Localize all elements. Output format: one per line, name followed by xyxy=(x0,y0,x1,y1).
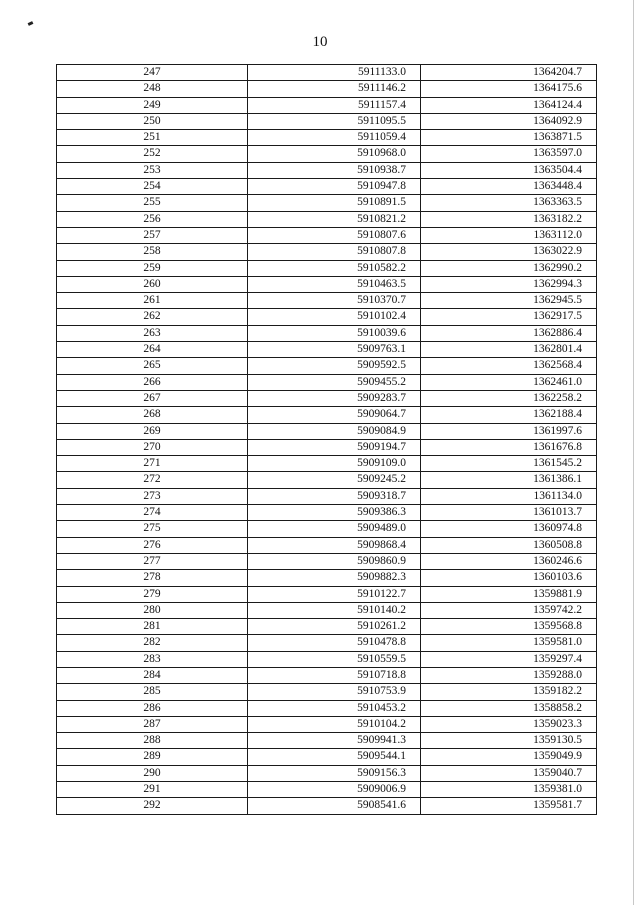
x-coordinate-cell: 5910039.6 xyxy=(248,325,421,341)
x-coordinate-cell: 5911157.4 xyxy=(248,97,421,113)
x-coordinate-cell: 5909109.0 xyxy=(248,456,421,472)
y-coordinate-cell: 1359581.0 xyxy=(421,635,597,651)
x-coordinate-cell: 5910753.9 xyxy=(248,684,421,700)
point-number-cell: 292 xyxy=(57,798,248,814)
x-coordinate-cell: 5910582.2 xyxy=(248,260,421,276)
point-number-cell: 285 xyxy=(57,684,248,700)
y-coordinate-cell: 1364092.9 xyxy=(421,113,597,129)
table-row xyxy=(57,521,597,537)
x-coordinate-cell: 5910821.2 xyxy=(248,211,421,227)
y-coordinate-cell: 1362568.4 xyxy=(421,358,597,374)
table-row xyxy=(57,325,597,341)
x-coordinate-cell: 5909868.4 xyxy=(248,537,421,553)
table-row xyxy=(57,390,597,406)
table-row xyxy=(57,81,597,97)
point-number-cell: 260 xyxy=(57,276,248,292)
x-coordinate-cell: 5909763.1 xyxy=(248,342,421,358)
point-number-cell: 270 xyxy=(57,439,248,455)
x-coordinate-cell: 5910938.7 xyxy=(248,162,421,178)
scan-mark xyxy=(28,21,34,26)
point-number-cell: 264 xyxy=(57,342,248,358)
y-coordinate-cell: 1359742.2 xyxy=(421,602,597,618)
table-row xyxy=(57,619,597,635)
y-coordinate-cell: 1363448.4 xyxy=(421,179,597,195)
point-number-cell: 249 xyxy=(57,97,248,113)
table-row xyxy=(57,456,597,472)
point-number-cell: 258 xyxy=(57,244,248,260)
table-row xyxy=(57,472,597,488)
table-row xyxy=(57,423,597,439)
point-number-cell: 263 xyxy=(57,325,248,341)
table-row xyxy=(57,733,597,749)
table-row xyxy=(57,130,597,146)
y-coordinate-cell: 1359130.5 xyxy=(421,733,597,749)
table-row xyxy=(57,439,597,455)
x-coordinate-cell: 5909592.5 xyxy=(248,358,421,374)
point-number-cell: 284 xyxy=(57,667,248,683)
x-coordinate-cell: 5909283.7 xyxy=(248,390,421,406)
x-coordinate-cell: 5909064.7 xyxy=(248,407,421,423)
x-coordinate-cell: 5909941.3 xyxy=(248,733,421,749)
table-row xyxy=(57,586,597,602)
table-row xyxy=(57,309,597,325)
x-coordinate-cell: 5911059.4 xyxy=(248,130,421,146)
x-coordinate-cell: 5908541.6 xyxy=(248,798,421,814)
point-number-cell: 266 xyxy=(57,374,248,390)
y-coordinate-cell: 1362994.3 xyxy=(421,276,597,292)
y-coordinate-cell: 1364124.4 xyxy=(421,97,597,113)
table-row xyxy=(57,651,597,667)
table-row xyxy=(57,602,597,618)
coordinates-table xyxy=(56,64,597,815)
point-number-cell: 272 xyxy=(57,472,248,488)
point-number-cell: 251 xyxy=(57,130,248,146)
y-coordinate-cell: 1362188.4 xyxy=(421,407,597,423)
y-coordinate-cell: 1362917.5 xyxy=(421,309,597,325)
table-row xyxy=(57,342,597,358)
point-number-cell: 256 xyxy=(57,211,248,227)
x-coordinate-cell: 5909455.2 xyxy=(248,374,421,390)
point-number-cell: 268 xyxy=(57,407,248,423)
x-coordinate-cell: 5910463.5 xyxy=(248,276,421,292)
table-row xyxy=(57,97,597,113)
point-number-cell: 269 xyxy=(57,423,248,439)
table-row xyxy=(57,179,597,195)
point-number-cell: 253 xyxy=(57,162,248,178)
point-number-cell: 287 xyxy=(57,716,248,732)
point-number-cell: 275 xyxy=(57,521,248,537)
table-row xyxy=(57,195,597,211)
y-coordinate-cell: 1364175.6 xyxy=(421,81,597,97)
y-coordinate-cell: 1358858.2 xyxy=(421,700,597,716)
x-coordinate-cell: 5909544.1 xyxy=(248,749,421,765)
x-coordinate-cell: 5910947.8 xyxy=(248,179,421,195)
point-number-cell: 273 xyxy=(57,488,248,504)
point-number-cell: 278 xyxy=(57,570,248,586)
table-row xyxy=(57,113,597,129)
table-row xyxy=(57,211,597,227)
table-row xyxy=(57,700,597,716)
table-row xyxy=(57,488,597,504)
x-coordinate-cell: 5910104.2 xyxy=(248,716,421,732)
y-coordinate-cell: 1363022.9 xyxy=(421,244,597,260)
x-coordinate-cell: 5909386.3 xyxy=(248,505,421,521)
table-row xyxy=(57,407,597,423)
point-number-cell: 267 xyxy=(57,390,248,406)
x-coordinate-cell: 5910807.6 xyxy=(248,227,421,243)
table-row xyxy=(57,358,597,374)
page-number: 10 xyxy=(312,34,328,50)
table-row xyxy=(57,749,597,765)
y-coordinate-cell: 1363363.5 xyxy=(421,195,597,211)
table-row xyxy=(57,782,597,798)
table-row xyxy=(57,146,597,162)
x-coordinate-cell: 5909489.0 xyxy=(248,521,421,537)
table-row xyxy=(57,667,597,683)
x-coordinate-cell: 5909084.9 xyxy=(248,423,421,439)
table-row xyxy=(57,537,597,553)
x-coordinate-cell: 5910102.4 xyxy=(248,309,421,325)
table-row xyxy=(57,505,597,521)
page-edge-line xyxy=(633,0,634,905)
x-coordinate-cell: 5909318.7 xyxy=(248,488,421,504)
x-coordinate-cell: 5910122.7 xyxy=(248,586,421,602)
table-row xyxy=(57,570,597,586)
table-row xyxy=(57,765,597,781)
point-number-cell: 282 xyxy=(57,635,248,651)
y-coordinate-cell: 1362886.4 xyxy=(421,325,597,341)
point-number-cell: 250 xyxy=(57,113,248,129)
point-number-cell: 262 xyxy=(57,309,248,325)
point-number-cell: 274 xyxy=(57,505,248,521)
table-row xyxy=(57,716,597,732)
y-coordinate-cell: 1363504.4 xyxy=(421,162,597,178)
y-coordinate-cell: 1359023.3 xyxy=(421,716,597,732)
y-coordinate-cell: 1363112.0 xyxy=(421,227,597,243)
y-coordinate-cell: 1363597.0 xyxy=(421,146,597,162)
y-coordinate-cell: 1360974.8 xyxy=(421,521,597,537)
x-coordinate-cell: 5911095.5 xyxy=(248,113,421,129)
point-number-cell: 288 xyxy=(57,733,248,749)
y-coordinate-cell: 1359040.7 xyxy=(421,765,597,781)
y-coordinate-cell: 1361997.6 xyxy=(421,423,597,439)
point-number-cell: 255 xyxy=(57,195,248,211)
point-number-cell: 289 xyxy=(57,749,248,765)
point-number-cell: 261 xyxy=(57,293,248,309)
y-coordinate-cell: 1359881.9 xyxy=(421,586,597,602)
point-number-cell: 247 xyxy=(57,65,248,81)
x-coordinate-cell: 5909006.9 xyxy=(248,782,421,798)
y-coordinate-cell: 1359288.0 xyxy=(421,667,597,683)
point-number-cell: 271 xyxy=(57,456,248,472)
y-coordinate-cell: 1362801.4 xyxy=(421,342,597,358)
y-coordinate-cell: 1362258.2 xyxy=(421,390,597,406)
y-coordinate-cell: 1361134.0 xyxy=(421,488,597,504)
table-row xyxy=(57,293,597,309)
x-coordinate-cell: 5911146.2 xyxy=(248,81,421,97)
y-coordinate-cell: 1360103.6 xyxy=(421,570,597,586)
x-coordinate-cell: 5910261.2 xyxy=(248,619,421,635)
x-coordinate-cell: 5910453.2 xyxy=(248,700,421,716)
point-number-cell: 291 xyxy=(57,782,248,798)
x-coordinate-cell: 5909882.3 xyxy=(248,570,421,586)
table-row xyxy=(57,374,597,390)
table-row xyxy=(57,162,597,178)
y-coordinate-cell: 1360508.8 xyxy=(421,537,597,553)
table-row xyxy=(57,798,597,814)
x-coordinate-cell: 5909156.3 xyxy=(248,765,421,781)
y-coordinate-cell: 1359297.4 xyxy=(421,651,597,667)
table-row xyxy=(57,684,597,700)
table-row xyxy=(57,276,597,292)
x-coordinate-cell: 5911133.0 xyxy=(248,65,421,81)
point-number-cell: 281 xyxy=(57,619,248,635)
x-coordinate-cell: 5909245.2 xyxy=(248,472,421,488)
point-number-cell: 257 xyxy=(57,227,248,243)
x-coordinate-cell: 5910140.2 xyxy=(248,602,421,618)
point-number-cell: 252 xyxy=(57,146,248,162)
y-coordinate-cell: 1362990.2 xyxy=(421,260,597,276)
y-coordinate-cell: 1361386.1 xyxy=(421,472,597,488)
point-number-cell: 259 xyxy=(57,260,248,276)
point-number-cell: 276 xyxy=(57,537,248,553)
table-row xyxy=(57,553,597,569)
x-coordinate-cell: 5910891.5 xyxy=(248,195,421,211)
x-coordinate-cell: 5910559.5 xyxy=(248,651,421,667)
point-number-cell: 254 xyxy=(57,179,248,195)
y-coordinate-cell: 1360246.6 xyxy=(421,553,597,569)
y-coordinate-cell: 1359049.9 xyxy=(421,749,597,765)
point-number-cell: 279 xyxy=(57,586,248,602)
y-coordinate-cell: 1359182.2 xyxy=(421,684,597,700)
x-coordinate-cell: 5910478.8 xyxy=(248,635,421,651)
y-coordinate-cell: 1359568.8 xyxy=(421,619,597,635)
table-row xyxy=(57,244,597,260)
y-coordinate-cell: 1359381.0 xyxy=(421,782,597,798)
y-coordinate-cell: 1364204.7 xyxy=(421,65,597,81)
point-number-cell: 290 xyxy=(57,765,248,781)
x-coordinate-cell: 5910807.8 xyxy=(248,244,421,260)
point-number-cell: 280 xyxy=(57,602,248,618)
table-row xyxy=(57,227,597,243)
y-coordinate-cell: 1363182.2 xyxy=(421,211,597,227)
x-coordinate-cell: 5909860.9 xyxy=(248,553,421,569)
x-coordinate-cell: 5910370.7 xyxy=(248,293,421,309)
point-number-cell: 277 xyxy=(57,553,248,569)
y-coordinate-cell: 1363871.5 xyxy=(421,130,597,146)
point-number-cell: 265 xyxy=(57,358,248,374)
table-row xyxy=(57,65,597,81)
point-number-cell: 283 xyxy=(57,651,248,667)
y-coordinate-cell: 1362461.0 xyxy=(421,374,597,390)
y-coordinate-cell: 1361545.2 xyxy=(421,456,597,472)
y-coordinate-cell: 1361676.8 xyxy=(421,439,597,455)
x-coordinate-cell: 5910718.8 xyxy=(248,667,421,683)
table-row xyxy=(57,260,597,276)
coordinates-table-body xyxy=(57,65,597,815)
x-coordinate-cell: 5909194.7 xyxy=(248,439,421,455)
point-number-cell: 286 xyxy=(57,700,248,716)
y-coordinate-cell: 1362945.5 xyxy=(421,293,597,309)
y-coordinate-cell: 1361013.7 xyxy=(421,505,597,521)
table-row xyxy=(57,635,597,651)
point-number-cell: 248 xyxy=(57,81,248,97)
x-coordinate-cell: 5910968.0 xyxy=(248,146,421,162)
y-coordinate-cell: 1359581.7 xyxy=(421,798,597,814)
